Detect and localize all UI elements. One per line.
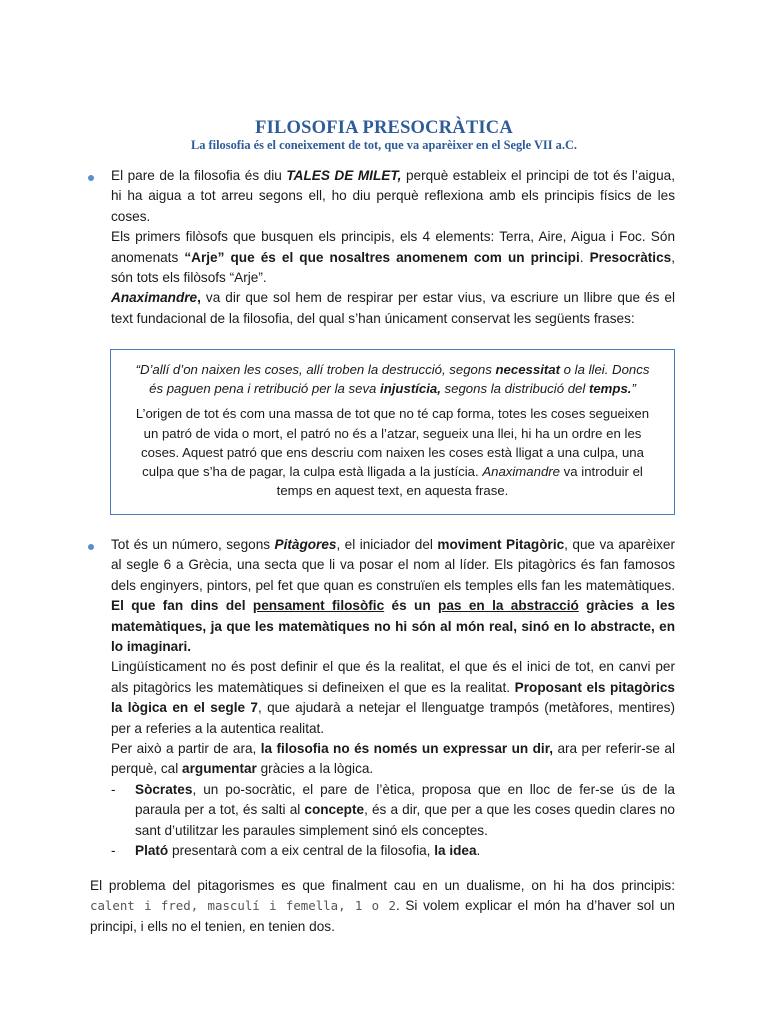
bold-text: temps. (588, 381, 632, 397)
bullet-icon (88, 175, 94, 181)
bold-text: Presocràtics (589, 249, 672, 265)
bold-text: “Arje” que és el que nosaltres anomenem com un principi (184, 249, 580, 265)
text-run: Tot és un número, segons (111, 537, 275, 552)
philosopher-name: Anaximandre (111, 290, 198, 306)
paragraph-anaximandre (111, 288, 675, 329)
quote-text (133, 360, 652, 398)
bold-text: és un (384, 598, 439, 614)
text-run: , que va aparèixer al segle 6 a Grècia, una secta que li va posar el nom al líder. Els pitagòrics és fan famosos dels enginyers, pintors, pel fet que quan es construïen els temples ells fan les matemàtiques. (111, 537, 675, 593)
section-pitagores (111, 535, 675, 862)
text-run: L’origen de tot és com una massa de tot que no té cap forma, totes les coses segueixen un patró de vida o mort, el patró no és a l’atzar, segueix una llei, hi ha un ordre en les coses. Aquest patró que ens descriu com naixen les coses està lligat a una culpa, una culpa que s’ha de pagar, la culpa està lligada a la justícia. (135, 406, 650, 480)
text-run: El pare de la filosofia és diu (111, 168, 287, 183)
text-run: presentarà com a eix central de la filosofia, (168, 843, 435, 859)
text-run: perquè estableix el principi de tot és l’aigua, hi ha aigua a tot arreu segons ell, ho diu perquè reflexiona amb els principis físics de les coses. (111, 168, 675, 224)
page-title: FILOSOFIA PRESOCRÀTICA (255, 118, 513, 138)
bold-text: la filosofia no és només un expressar un dir, (260, 741, 554, 757)
bold-text: argumentar (182, 761, 257, 777)
text-run: segons la distribució del (440, 381, 589, 397)
text-run: Els primers filòsofs que busquen els principis, els 4 elements: Terra, Aire, Aigua i Foc. Són anomenats (111, 229, 675, 265)
text-run: “D’allí d’on naixen les coses, allí troben la destrucció, segons (135, 362, 496, 377)
section-tales (111, 166, 675, 329)
bold-text: El que fan dins del (111, 598, 253, 614)
paragraph-pitagores (111, 535, 675, 657)
text-run: Lingüísticament no és post definir el que és la realitat, el que és el inici de tot, en canvi per als pitagòrics les matemàtiques si defineixen el que es la realitat. (111, 659, 675, 695)
text-run: . Si volem explicar el món ha d’haver sol un principi, i ells no el tenien, en tenien dos. (90, 898, 675, 934)
text-run: o la llei. Doncs és paguen pena i retribució per la seva (149, 362, 650, 397)
quote-box (110, 349, 675, 515)
philosopher-name: Plató (135, 843, 169, 859)
underlined-text: pas en la abstracció (438, 598, 579, 614)
text-run: ara per referir-se al perquè, cal (111, 741, 676, 777)
text-run: , el iniciador del (336, 537, 438, 552)
bold-text: gràcies a les matemàtiques, ja que les matemàtiques no hi són al món real, sinó en lo abstracte, en lo imaginari. (111, 598, 676, 655)
philosopher-name: TALES DE MILET, (286, 168, 402, 183)
paragraph-dualisme (90, 876, 675, 937)
bold-text: concepte (304, 802, 365, 818)
text-run: , (197, 290, 201, 306)
list-item-plato (111, 841, 675, 861)
text-run: ” (631, 381, 636, 397)
paragraph-linguistica (111, 657, 675, 739)
dash-marker: - (111, 781, 116, 797)
underlined-text: pensament filosòfic (252, 598, 385, 614)
paragraph-arje (111, 227, 675, 288)
paragraph-argumentar (111, 739, 675, 780)
paragraph-tales (111, 166, 675, 227)
monospace-text: calent i fred, masculí i femella, 1 o 2 (90, 898, 396, 914)
text-run: va introduir el temps en aquest text, en aquesta frase. (276, 464, 643, 499)
philosopher-name: Anaximandre (482, 464, 561, 480)
list-item-socrates (111, 780, 675, 841)
bold-text: Proposant els pitagòrics la lògica en el segle 7 (111, 679, 675, 716)
bullet-icon (88, 544, 94, 550)
bold-text: injustícia, (380, 381, 441, 397)
bold-text: necessitat (495, 362, 560, 377)
philosopher-name: Pitàgores (274, 537, 337, 552)
section-dualisme (90, 876, 675, 937)
text-run: gràcies a la lògica. (256, 761, 374, 777)
text-run: , un po-socràtic, el pare de l’ètica, proposa que en lloc de fer-se ús de la paraula per a tot, és salti al (135, 781, 675, 818)
philosopher-name: Sòcrates (135, 781, 193, 797)
page-subtitle: La filosofia és el coneixement de tot, que va aparèixer en el Segle VII a.C. (190, 138, 577, 152)
text-run: va dir que sol hem de respirar per estar vius, va escriure un llibre que és el text fundacional de la filosofia, del qual s’han únicament conservat les següents frases: (111, 290, 675, 326)
text-run: . (476, 843, 481, 859)
text-run: , són tots els filòsofs “Arje”. (111, 249, 675, 286)
bold-text: moviment Pitagòric (437, 537, 565, 552)
dash-marker: - (111, 843, 116, 859)
bold-text: la idea (434, 843, 477, 859)
text-run: , que ajudarà a netejar el llenguatge trampós (metàfores, mentires) per a referies a la autentica realitat. (111, 700, 675, 736)
text-run: . (579, 249, 590, 265)
quote-explanation (133, 404, 652, 500)
text-run: El problema del pitagorismes es que finalment cau en un dualisme, on hi ha dos principis: (90, 878, 675, 893)
text-run: , és a dir, que per a que les coses quedin clares no sant d’utilitzar les paraules simplement sinó els conceptes. (135, 802, 675, 838)
text-run: Per això a partir de ara, (111, 741, 261, 757)
